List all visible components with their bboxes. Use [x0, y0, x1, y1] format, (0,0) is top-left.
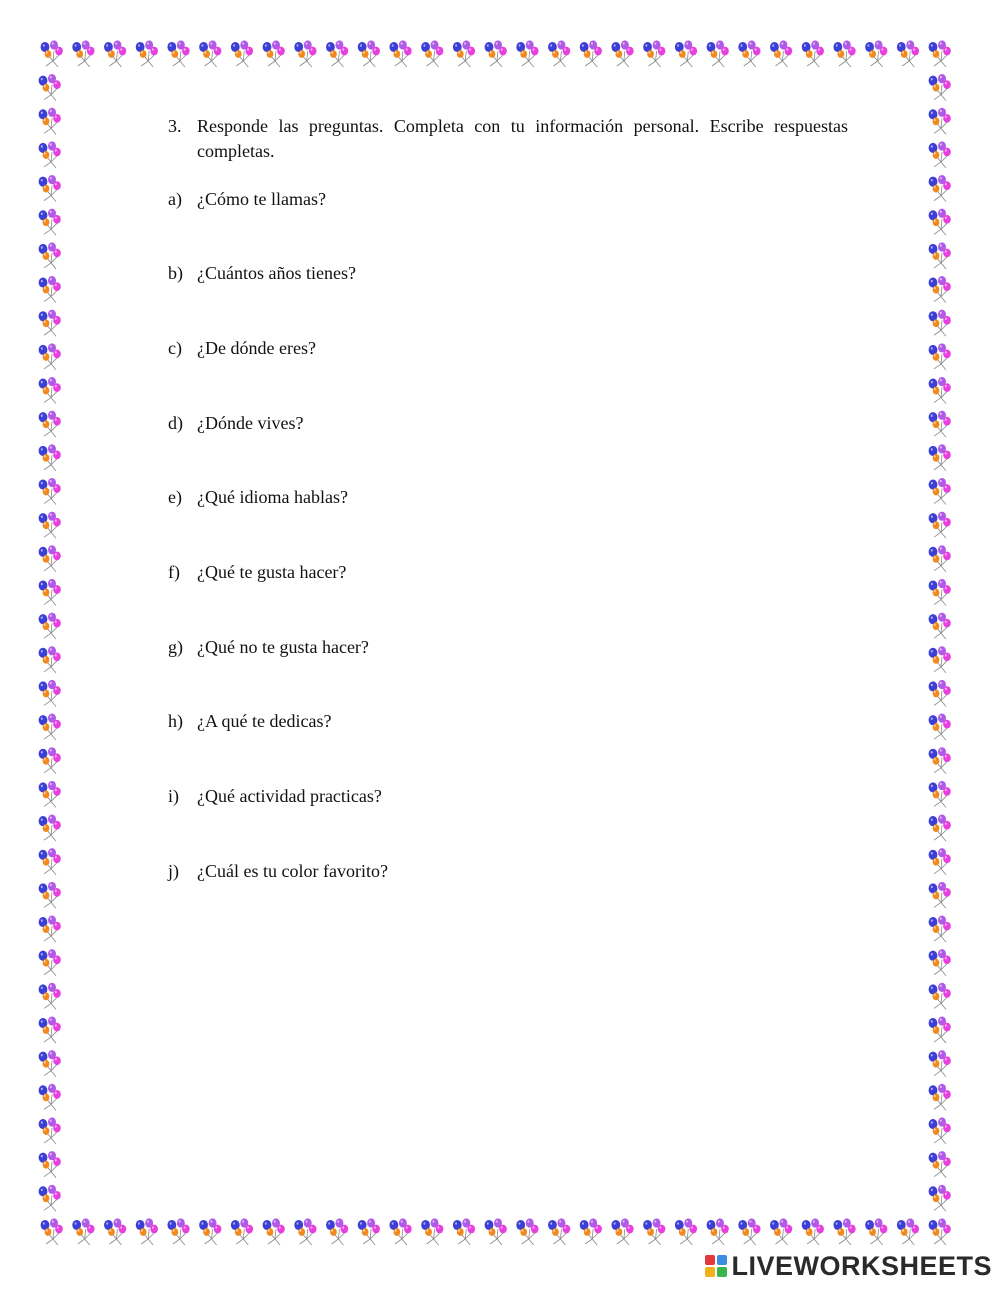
balloons-icon	[929, 242, 951, 269]
balloons-icon	[72, 1218, 94, 1245]
balloons-icon	[263, 1218, 285, 1245]
question-letter: a)	[168, 189, 182, 209]
balloons-icon	[231, 40, 253, 67]
balloons-icon	[421, 1218, 443, 1245]
balloons-icon	[548, 1218, 570, 1245]
balloons-icon	[929, 478, 951, 505]
balloons-icon	[929, 141, 951, 168]
balloons-icon	[72, 40, 94, 67]
balloons-icon	[39, 343, 61, 370]
balloons-icon	[421, 40, 443, 67]
balloons-icon	[580, 1218, 602, 1245]
balloons-icon	[929, 343, 951, 370]
balloons-icon	[39, 444, 61, 471]
balloons-icon	[580, 40, 602, 67]
balloons-icon	[39, 1151, 61, 1178]
balloons-icon	[929, 175, 951, 202]
balloons-icon	[802, 1218, 824, 1245]
balloons-icon	[358, 40, 380, 67]
balloons-icon	[39, 882, 61, 909]
liveworksheets-logo	[705, 1251, 992, 1281]
balloons-icon	[358, 1218, 380, 1245]
balloons-icon	[39, 714, 61, 741]
balloons-icon	[39, 1117, 61, 1144]
question-letter: c)	[168, 338, 182, 358]
question-i	[168, 784, 382, 808]
balloons-icon	[833, 1218, 855, 1245]
balloons-icon	[39, 815, 61, 842]
balloons-icon	[485, 1218, 507, 1245]
balloons-icon	[929, 1117, 951, 1144]
balloons-icon	[802, 40, 824, 67]
balloons-icon	[929, 680, 951, 707]
question-text: ¿Cómo te llamas?	[197, 189, 326, 209]
balloons-icon	[865, 1218, 887, 1245]
balloons-icon	[39, 781, 61, 808]
balloons-icon	[929, 209, 951, 236]
balloons-icon	[929, 40, 951, 67]
balloons-icon	[39, 1016, 61, 1043]
question-c	[168, 336, 316, 360]
question-g	[168, 635, 369, 659]
balloons-icon	[39, 915, 61, 942]
balloons-icon	[104, 1218, 126, 1245]
balloons-icon	[929, 1084, 951, 1111]
liveworksheets-logo-icon	[705, 1255, 727, 1277]
balloons-icon	[453, 40, 475, 67]
logo-square	[705, 1255, 715, 1265]
balloons-icon	[929, 310, 951, 337]
balloons-icon	[611, 1218, 633, 1245]
balloons-icon	[929, 545, 951, 572]
balloons-icon	[929, 276, 951, 303]
balloons-icon	[294, 40, 316, 67]
balloons-icon	[199, 1218, 221, 1245]
balloons-icon	[39, 545, 61, 572]
balloons-icon	[326, 1218, 348, 1245]
balloons-icon	[929, 949, 951, 976]
balloons-icon	[199, 40, 221, 67]
balloons-icon	[929, 1016, 951, 1043]
balloons-icon	[39, 680, 61, 707]
balloons-icon	[39, 175, 61, 202]
question-letter: h)	[168, 711, 183, 731]
balloons-icon	[929, 983, 951, 1010]
instruction-number: 3.	[168, 116, 182, 136]
logo-square	[717, 1255, 727, 1265]
balloons-icon	[516, 40, 538, 67]
balloons-icon	[675, 40, 697, 67]
question-letter: j)	[168, 861, 179, 881]
balloons-icon	[39, 1084, 61, 1111]
balloons-icon	[104, 40, 126, 67]
balloons-icon	[39, 512, 61, 539]
balloons-icon	[929, 377, 951, 404]
balloons-icon	[548, 40, 570, 67]
balloons-icon	[929, 848, 951, 875]
balloons-icon	[929, 444, 951, 471]
balloons-icon	[643, 40, 665, 67]
balloons-icon	[929, 613, 951, 640]
question-text: ¿Qué no te gusta hacer?	[197, 637, 369, 657]
balloons-icon	[929, 714, 951, 741]
instruction	[168, 114, 848, 164]
question-h	[168, 709, 331, 733]
balloons-icon	[39, 848, 61, 875]
balloons-icon	[39, 579, 61, 606]
balloons-icon	[39, 613, 61, 640]
balloons-icon	[39, 1050, 61, 1077]
logo-square	[705, 1267, 715, 1277]
balloons-icon	[41, 40, 63, 67]
question-e	[168, 485, 348, 509]
balloons-icon	[39, 983, 61, 1010]
liveworksheets-brand-text: LIVEWORKSHEETS	[731, 1250, 992, 1281]
balloons-icon	[738, 40, 760, 67]
balloons-icon	[643, 1218, 665, 1245]
balloons-icon	[485, 40, 507, 67]
balloons-icon	[167, 1218, 189, 1245]
balloons-icon	[929, 411, 951, 438]
balloons-icon	[897, 40, 919, 67]
balloons-icon	[770, 40, 792, 67]
balloons-icon	[929, 512, 951, 539]
balloons-icon	[770, 1218, 792, 1245]
question-text: ¿Qué te gusta hacer?	[197, 562, 347, 582]
balloons-icon	[39, 74, 61, 101]
balloons-icon	[929, 915, 951, 942]
balloons-icon	[929, 1218, 951, 1245]
question-letter: e)	[168, 487, 182, 507]
balloons-icon	[929, 74, 951, 101]
balloons-icon	[865, 40, 887, 67]
question-d	[168, 411, 303, 435]
balloons-icon	[39, 141, 61, 168]
balloons-icon	[611, 40, 633, 67]
balloons-icon	[833, 40, 855, 67]
question-letter: d)	[168, 413, 183, 433]
question-text: ¿Cuál es tu color favorito?	[197, 861, 388, 881]
balloons-icon	[389, 1218, 411, 1245]
balloons-icon	[897, 1218, 919, 1245]
balloons-icon	[39, 242, 61, 269]
balloons-icon	[39, 310, 61, 337]
balloons-icon	[389, 40, 411, 67]
balloons-icon	[263, 40, 285, 67]
question-letter: b)	[168, 263, 183, 283]
balloons-icon	[136, 40, 158, 67]
balloons-icon	[738, 1218, 760, 1245]
balloons-icon	[39, 646, 61, 673]
balloons-icon	[39, 1185, 61, 1212]
balloons-icon	[675, 1218, 697, 1245]
balloons-icon	[326, 40, 348, 67]
balloons-icon	[39, 949, 61, 976]
question-text: ¿Cuántos años tienes?	[197, 263, 356, 283]
balloons-icon	[167, 40, 189, 67]
balloons-icon	[453, 1218, 475, 1245]
balloons-icon	[929, 747, 951, 774]
balloons-icon	[39, 747, 61, 774]
balloons-icon	[39, 276, 61, 303]
question-j	[168, 859, 388, 883]
question-text: ¿Qué idioma hablas?	[197, 487, 348, 507]
instruction-text: Responde las preguntas. Completa con tu información personal. Escribe respuestas completas.	[197, 116, 848, 161]
balloons-icon	[41, 1218, 63, 1245]
balloons-icon	[39, 377, 61, 404]
question-text: ¿Qué actividad practicas?	[197, 786, 382, 806]
question-letter: f)	[168, 562, 180, 582]
balloons-icon	[707, 40, 729, 67]
balloons-icon	[707, 1218, 729, 1245]
balloons-icon	[929, 882, 951, 909]
question-letter: g)	[168, 637, 183, 657]
question-text: ¿De dónde eres?	[197, 338, 316, 358]
question-text: ¿Dónde vives?	[197, 413, 304, 433]
balloons-icon	[929, 579, 951, 606]
balloons-icon	[294, 1218, 316, 1245]
balloons-icon	[929, 646, 951, 673]
balloons-icon	[929, 1151, 951, 1178]
balloons-icon	[929, 815, 951, 842]
question-text: ¿A qué te dedicas?	[197, 711, 332, 731]
balloons-icon	[39, 108, 61, 135]
question-a	[168, 187, 326, 211]
balloons-icon	[39, 478, 61, 505]
balloons-icon	[929, 1050, 951, 1077]
question-letter: i)	[168, 786, 179, 806]
balloons-icon	[136, 1218, 158, 1245]
balloons-icon	[231, 1218, 253, 1245]
balloons-icon	[929, 108, 951, 135]
question-f	[168, 560, 346, 584]
balloons-icon	[516, 1218, 538, 1245]
logo-square	[717, 1267, 727, 1277]
balloons-icon	[39, 411, 61, 438]
balloons-icon	[39, 209, 61, 236]
question-b	[168, 261, 356, 285]
balloons-icon	[929, 781, 951, 808]
balloons-icon	[929, 1185, 951, 1212]
